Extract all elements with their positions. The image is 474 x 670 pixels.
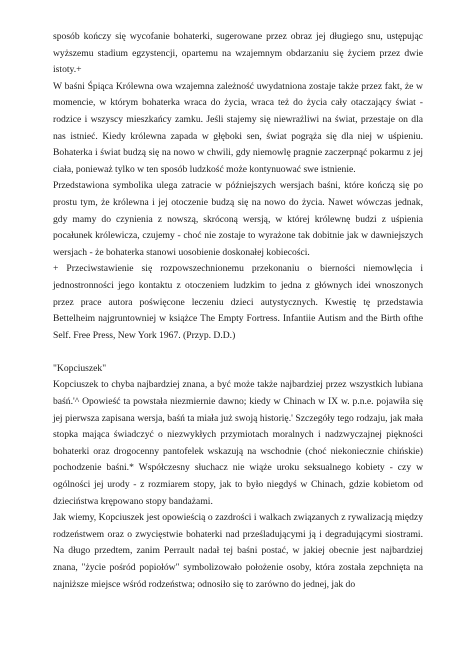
text-column (53, 29, 423, 593)
paragraph-cinderella-intro: Kopciuszek to chyba najbardziej znana, a być może także najbardziej przez wszystkich lubiana baśń.'^ Opowieść ta powstała niezmiernie dawno; kiedy w Chinach w IX w. p.n.e. pojawiła się jej pierwsza zapisana wersja, baśń ta miała już swoją historię.' Szczegóły tego rodzaju, jak mała stopka mająca świadczyć o niezwykłych przymiotach moralnych i nadzwyczajnej piękności bohaterki oraz drogocenny pantofelek wskazują na wschodnie (choć niekoniecznie chińskie) pochodzenie baśni.* Współczesny słuchacz nie wiąże uroku seksualnego kobiety - czy w ogólności jej urody - z rozmiarem stopy, jak to było niegdyś w Chinach, gdzie kobietom od dzieciństwa krępowano stopy bandażami. (53, 379, 423, 507)
paragraph-sleeping-beauty: W baśni Śpiąca Królewna owa wzajemna zależność uwydatniona zostaje także przez fakt, że w momencie, w którym bohaterka wraca do życia, wraca też do życia cały otaczający świat - rodzice i wszyscy mieszkańcy zamku. Jeśli stajemy się niewrażliwi na świat, przestaje on dla nas istnieć. Kiedy królewna zapada w głęboki sen, świat pogrąża się dla niej w uśpieniu. Bohaterka i świat budzą się na nowo w chwili, gdy niemowlę pragnie zaczerpnąć pokarmu z jej ciała, ponieważ tylko w ten sposób ludzkość może kontynuować swe istnienie. (53, 80, 423, 175)
paragraph-continuation: sposób kończy się wycofanie bohaterki, sugerowane przez obraz jej długiego snu, ustępując wyższemu stadium egzystencji, opartemu na wzajemnym obdarzaniu się życiem przez dwie istoty.+ (53, 31, 423, 76)
paragraph-symbolism: Przedstawiona symbolika ulega zatracie w późniejszych wersjach baśni, które kończą się po prostu tym, że królewna i jej otoczenie budzą się na nowo do życia. Nawet wówczas jednak, gdy mamy do czynienia z nowszą, skróconą wersją, w której królewnę budzi z uśpienia pocałunek królewicza, czujemy - choć nie zostaje to wyrażone tak dobitnie jak w dawniejszych wersjach - że bohaterka stanowi uosobienie doskonałej kobiecości. (53, 180, 423, 258)
paragraph-footnote: + Przeciwstawienie się rozpowszechnionemu przekonaniu o bierności niemowlęcia i jednostronności jego kontaktu z otoczeniem ludzkim to jedna z głównych idei wnoszonych przez prace autora poświęcone leczeniu dzieci autystycznych. Kwestię tę przedstawia Bettelheim najgruntowniej w książce The Empty Fortress. Infantiie Autism and the Birth ofthe Self. Free Press, New York 1967. (Przyp. D.D.) (53, 263, 423, 341)
spacer (53, 344, 423, 361)
section-title: "Kopciuszek" (53, 362, 107, 374)
paragraph-cinderella-rivalry: Jak wiemy, Kopciuszek jest opowieścią o zazdrości i walkach związanych z rywalizacją między rodzeństwem oraz o zwycięstwie bohaterki nad prześladującymi ją i degradującymi siostrami. Na długo przedtem, zanim Perrault nadał tej baśni postać, w jakiej obecnie jest najbardziej znana, "życie pośród popiołów" symbolizowało położenie osoby, która została zepchnięta na najniższe miejsce wśród rodzeństwa; odnosiło się to zarówno do jednej, jak do (53, 512, 423, 590)
